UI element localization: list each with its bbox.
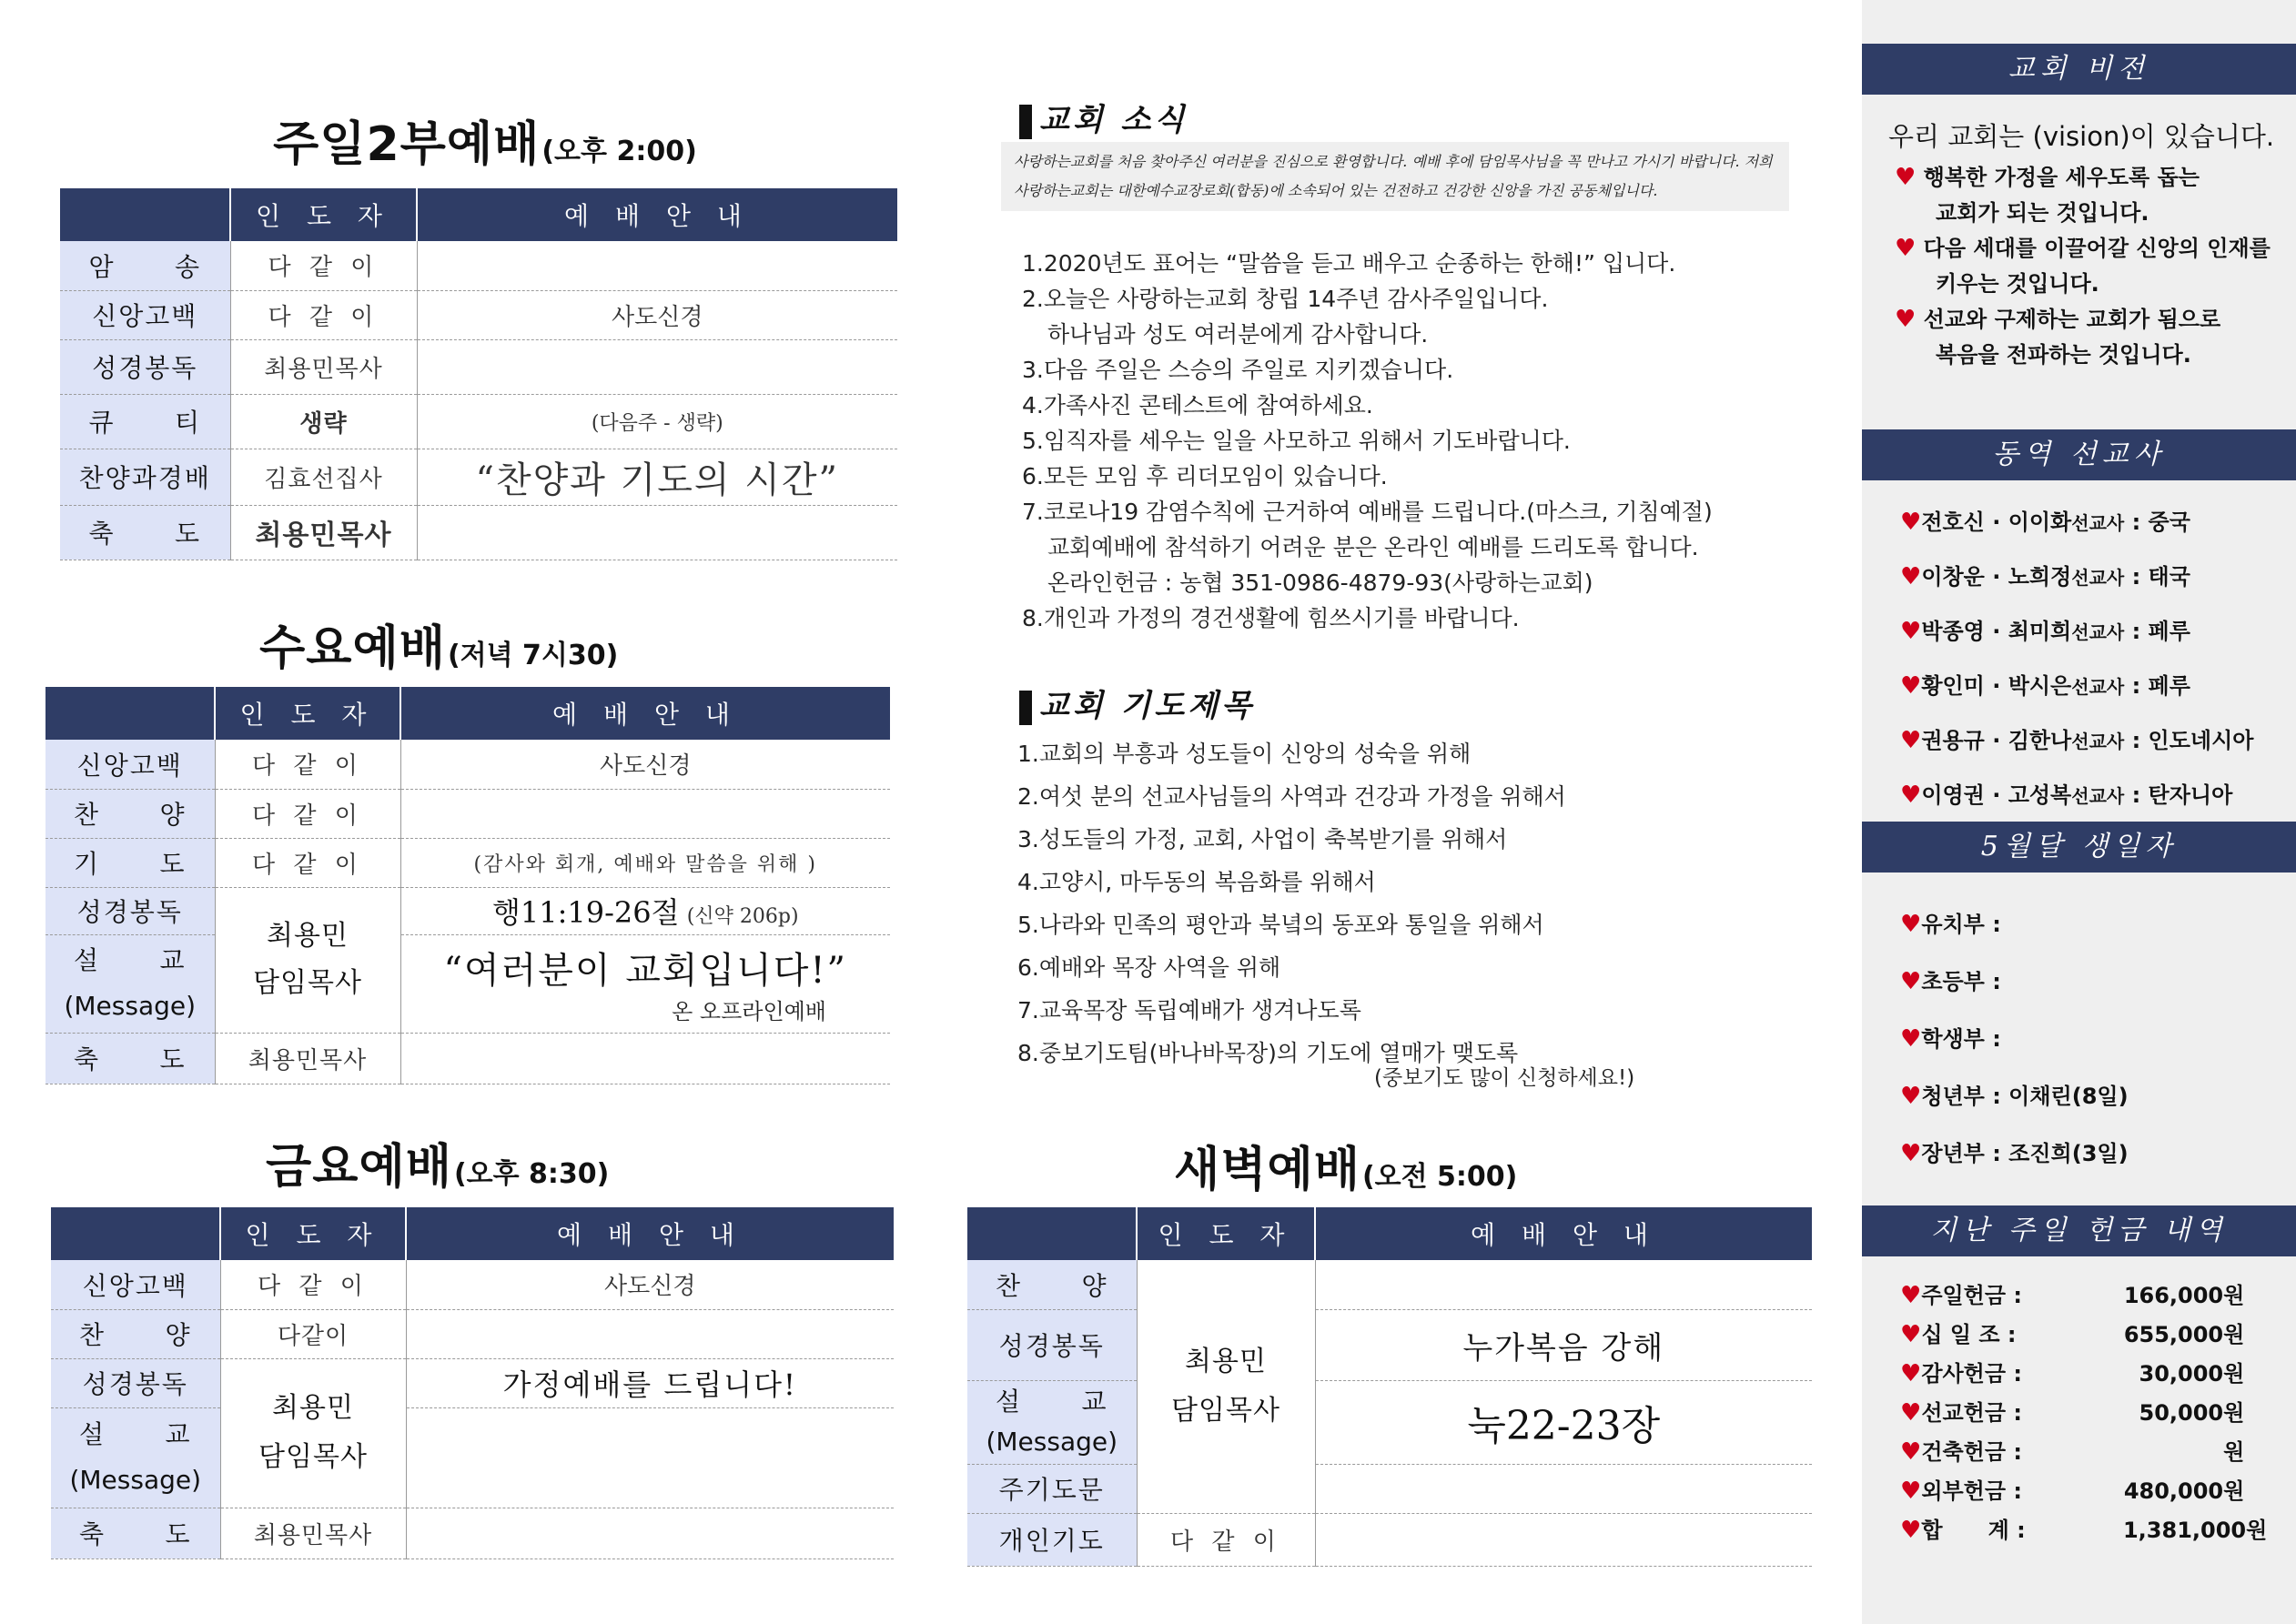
list-item: 4.가족사진 콘테스트에 참여하세요. [1022, 392, 1373, 419]
heart-icon: ♥ [1900, 1025, 1922, 1053]
welcome-intro: 사랑하는교회를 처음 찾아주신 여러분을 진심으로 환영합니다. 예배 후에 담임목사님을 꼭 만나고 가시기 바랍니다. 저희 사랑하는교회는 대한예수교장로회(합동)에 소속되어 있는 건전하고 건강한 신앙을 가진 공동체입니다. [1001, 142, 1789, 211]
heading-bar-icon [1019, 691, 1032, 725]
list-item: ♥이창운 · 노희정선교사 : 태국 [1900, 563, 2190, 590]
table-row [60, 394, 897, 449]
wednesday-service-table [46, 687, 890, 1084]
message-label: (Message) [69, 1465, 202, 1495]
leader-title: 담임목사 [1171, 1394, 1280, 1427]
sermon-title: “여러분이 교회입니다!” [443, 950, 847, 992]
row-leader: 다 같 이 [220, 1260, 406, 1309]
row-plan [406, 1407, 894, 1508]
list-item: 온라인헌금 : 농협 351-0986-4879-93(사랑하는교회) [1047, 570, 1593, 596]
row-label: 찬 양 [46, 789, 215, 838]
vision-heading: 교회 비전 [1862, 44, 2296, 95]
news-heading: 교회 소식 [1019, 95, 1188, 139]
table-row [46, 789, 890, 838]
heart-icon: ♥ [1900, 1360, 1922, 1387]
sunday-service-table [60, 188, 897, 560]
row-leader: 최용민목사 [220, 1508, 406, 1558]
row-plan [1315, 1464, 1812, 1513]
row-leader: 다같이 [220, 1309, 406, 1358]
row-plan [400, 887, 890, 934]
header-leader: 인 도 자 [230, 188, 417, 241]
offering-heading: 지난 주일 헌금 내역 [1862, 1205, 2296, 1256]
header-blank [51, 1207, 220, 1260]
list-item: ♥외부헌금 : 480,000원 [1900, 1478, 2245, 1505]
heart-icon: ♥ [1900, 509, 1922, 536]
row-plan: 사도신경 [406, 1260, 894, 1309]
table-row [46, 1033, 890, 1084]
list-item: 교회예배에 참석하기 어려운 분은 온라인 예배를 드리도록 합니다. [1047, 534, 1699, 560]
heart-icon: ♥ [1900, 563, 1922, 590]
row-plan [417, 505, 897, 560]
row-label: 찬양과경배 [60, 449, 230, 505]
row-label: 축 도 [51, 1508, 220, 1558]
row-leader: 최용민목사 [215, 1033, 400, 1084]
list-item: ♥권용규 · 김한나선교사 : 인도네시아 [1900, 727, 2254, 754]
sunday-service-title: 주일2부예배(오후 2:00) [273, 117, 697, 172]
table-row [60, 505, 897, 560]
list-item: 8.중보기도팀(바나바목장)의 기도에 열매가 맺도록 [1017, 1040, 1519, 1066]
row-plan [400, 1033, 890, 1084]
row-plan [406, 1309, 894, 1358]
list-item: ♥박종영 · 최미희선교사 : 페루 [1900, 618, 2190, 645]
list-item: ♥선교헌금 : 50,000원 [1900, 1399, 2245, 1427]
row-plan [400, 789, 890, 838]
row-leader: 다 같 이 [215, 838, 400, 887]
row-label: 축 도 [46, 1033, 215, 1084]
row-leader: 다 같 이 [215, 740, 400, 789]
header-blank [60, 188, 230, 241]
header-blank [967, 1207, 1137, 1260]
sermon-label: 설 교 [79, 1419, 192, 1449]
list-item: ♥장년부 : 조진희(3일) [1900, 1140, 2129, 1167]
table-row [60, 290, 897, 339]
row-label [51, 1407, 220, 1508]
leader-cell [215, 887, 400, 1033]
table-row [967, 1260, 1812, 1309]
birthdays-list [1900, 896, 2129, 1183]
header-leader: 인 도 자 [220, 1207, 406, 1260]
row-leader: 다 같 이 [230, 290, 417, 339]
prayer-list [1017, 732, 1566, 1074]
row-label: 축 도 [60, 505, 230, 560]
heart-icon: ♥ [1900, 1517, 1922, 1544]
row-label: 큐 티 [60, 394, 230, 449]
list-item-continued: 키우는 것입니다. [1936, 271, 2099, 297]
list-item: ♥황인미 · 박시은선교사 : 페루 [1900, 672, 2190, 700]
row-leader: 김효선집사 [230, 449, 417, 505]
row-leader: 다 같 이 [1137, 1513, 1315, 1566]
header-plan: 예 배 안 내 [406, 1207, 894, 1260]
list-item-continued: 복음을 전파하는 것입니다. [1936, 342, 2191, 368]
table-row [967, 1513, 1812, 1566]
row-label [967, 1380, 1137, 1464]
friday-service-table [51, 1207, 894, 1559]
leader-name: 최용민 [272, 1392, 354, 1424]
list-item: 3.다음 주일은 스승의 주일로 지키겠습니다. [1022, 357, 1454, 383]
header-plan: 예 배 안 내 [417, 188, 897, 241]
table-row [967, 1380, 1812, 1464]
leader-title: 담임목사 [253, 967, 362, 999]
list-item: 1.2020년도 표어는 “말씀을 듣고 배우고 순종하는 한해!” 입니다. [1022, 250, 1676, 277]
row-label: 신앙고백 [46, 740, 215, 789]
dawn-service-title: 새벽예배(오전 5:00) [1174, 1143, 1518, 1197]
row-plan: “찬양과 기도의 시간” [417, 449, 897, 505]
leader-name: 최용민 [1185, 1345, 1267, 1377]
table-row [60, 339, 897, 394]
row-plan: 사도신경 [400, 740, 890, 789]
list-item: 6.예배와 목장 사역을 위해 [1017, 954, 1281, 981]
row-leader: 최용민목사 [230, 339, 417, 394]
list-item: 2.여섯 분의 선교사님들의 사역과 건강과 가정을 위해서 [1017, 783, 1566, 810]
list-item: 7.교육목장 독립예배가 생겨나도록 [1017, 997, 1361, 1024]
scripture-reference: 행11:19-26절 [491, 895, 680, 930]
row-label: 성경봉독 [60, 339, 230, 394]
row-label: 성경봉독 [51, 1358, 220, 1407]
table-row [51, 1508, 894, 1558]
row-plan: 가정예배를 드립니다! [406, 1358, 894, 1407]
header-leader: 인 도 자 [215, 687, 400, 740]
row-label: 신앙고백 [51, 1260, 220, 1309]
list-item: ♥감사헌금 : 30,000원 [1900, 1360, 2245, 1387]
row-plan [1315, 1260, 1812, 1309]
leader-title: 담임목사 [258, 1441, 368, 1473]
list-item: ♥ 선교와 구제하는 교회가 됨으로 [1895, 306, 2221, 333]
dawn-service-table [967, 1207, 1812, 1567]
list-item: ♥이영권 · 고성복선교사 : 탄자니아 [1900, 782, 2233, 809]
scripture-page: (신약 206p) [686, 905, 799, 928]
news-list [1022, 246, 1713, 636]
friday-service-title: 금요예배(오후 8:30) [266, 1140, 610, 1195]
list-item: 4.고양시, 마두동의 복음화를 위해서 [1017, 869, 1376, 895]
table-row [51, 1260, 894, 1309]
heart-icon: ♥ [1900, 1478, 1922, 1505]
message-label: (Message) [986, 1427, 1118, 1457]
header-leader: 인 도 자 [1137, 1207, 1315, 1260]
table-row [967, 1309, 1812, 1380]
heart-icon: ♥ [1900, 1399, 1922, 1427]
table-row [46, 838, 890, 887]
row-leader: 최용민목사 [230, 505, 417, 560]
list-item: ♥학생부 : [1900, 1025, 2001, 1053]
row-plan: 눅22-23장 [1315, 1380, 1812, 1464]
header-plan: 예 배 안 내 [400, 687, 890, 740]
heart-icon: ♥ [1900, 782, 1922, 809]
row-label: 개인기도 [967, 1513, 1137, 1566]
heart-icon: ♥ [1900, 1282, 1922, 1309]
sermon-label: 설 교 [74, 945, 187, 975]
heart-icon: ♥ [1900, 727, 1922, 754]
row-label: 성경봉독 [46, 887, 215, 934]
row-plan [417, 241, 897, 290]
list-item: ♥전호신 · 이이화선교사 : 중국 [1900, 509, 2190, 536]
list-item: 2.오늘은 사랑하는교회 창립 14주년 감사주일입니다. [1022, 286, 1549, 312]
row-leader: 다 같 이 [230, 241, 417, 290]
list-item: ♥십 일 조 : 655,000원 [1900, 1321, 2245, 1348]
list-item: ♥ 행복한 가정을 세우도록 돕는 [1895, 164, 2200, 191]
list-item: 하나님과 성도 여러분에게 감사합니다. [1047, 321, 1429, 348]
list-item: ♥ 다음 세대를 이끌어갈 신앙의 인재를 [1895, 235, 2271, 262]
leader-cell [1137, 1260, 1315, 1513]
vision-list [1895, 160, 2271, 373]
missionaries-heading: 동역 선교사 [1862, 429, 2296, 480]
row-plan: (다음주 - 생략) [417, 394, 897, 449]
heart-icon: ♥ [1900, 1083, 1922, 1110]
table-row [51, 1407, 894, 1508]
row-label: 암 송 [60, 241, 230, 290]
table-row [967, 1464, 1812, 1513]
list-item: ♥초등부 : [1900, 968, 2001, 995]
leader-name: 최용민 [267, 920, 349, 952]
table-row [60, 241, 897, 290]
row-label: 성경봉독 [967, 1309, 1137, 1380]
heart-icon: ♥ [1900, 618, 1922, 645]
list-item-continued: 교회가 되는 것입니다. [1936, 200, 2149, 226]
offering-list [1900, 1276, 2267, 1550]
row-label: 주기도문 [967, 1464, 1137, 1513]
row-leader: 다 같 이 [215, 789, 400, 838]
header-plan: 예 배 안 내 [1315, 1207, 1812, 1260]
worship-mode: 온 오프라인예배 [672, 999, 826, 1024]
list-item: 5.임직자를 세우는 일을 사모하고 위해서 기도바랍니다. [1022, 428, 1571, 454]
heading-bar-icon [1019, 105, 1032, 139]
leader-cell [220, 1358, 406, 1508]
table-row [51, 1309, 894, 1358]
row-plan: (감사와 회개, 예배와 말씀을 위해 ) [400, 838, 890, 887]
row-leader: 생략 [230, 394, 417, 449]
list-item: ♥합 계 : 1,381,000원 [1900, 1517, 2268, 1544]
heart-icon: ♥ [1900, 1321, 1922, 1348]
row-plan [406, 1508, 894, 1558]
prayer-note: (중보기도 많이 신청하세요!) [1374, 1066, 1635, 1090]
row-label: 기 도 [46, 838, 215, 887]
row-plan [400, 934, 890, 1033]
heart-icon: ♥ [1895, 164, 1917, 191]
heart-icon: ♥ [1895, 235, 1917, 262]
list-item: ♥건축헌금 : 원 [1900, 1438, 2245, 1466]
row-label: 신앙고백 [60, 290, 230, 339]
row-plan: 누가복음 강해 [1315, 1309, 1812, 1380]
wednesday-service-title: 수요예배(저녁 7시30) [259, 621, 619, 676]
heart-icon: ♥ [1900, 1140, 1922, 1167]
list-item: 6.모든 모임 후 리더모임이 있습니다. [1022, 463, 1388, 489]
message-label: (Message) [64, 991, 197, 1021]
birthdays-heading: 5월달 생일자 [1862, 822, 2296, 873]
row-label: 찬 양 [51, 1309, 220, 1358]
list-item: 1.교회의 부흥과 성도들이 신앙의 성숙을 위해 [1017, 741, 1472, 767]
list-item: 7.코로나19 감염수칙에 근거하여 예배를 드립니다.(마스크, 기침예절) [1022, 499, 1713, 525]
heart-icon: ♥ [1900, 968, 1922, 995]
table-row [46, 934, 890, 1033]
vision-lead: 우리 교회는 (vision)이 있습니다. [1888, 121, 2275, 152]
sermon-label: 설 교 [996, 1387, 1108, 1417]
list-item: ♥주일헌금 : 166,000원 [1900, 1282, 2245, 1309]
row-plan [1315, 1513, 1812, 1566]
row-plan [417, 339, 897, 394]
heart-icon: ♥ [1900, 672, 1922, 700]
table-row [60, 449, 897, 505]
missionaries-list [1900, 496, 2253, 823]
table-row [51, 1358, 894, 1407]
table-row [46, 887, 890, 934]
list-item: 8.개인과 가정의 경건생활에 힘쓰시기를 바랍니다. [1022, 605, 1520, 631]
row-label: 찬 양 [967, 1260, 1137, 1309]
table-row [46, 740, 890, 789]
row-label [46, 934, 215, 1033]
list-item: 5.나라와 민족의 평안과 북녘의 동포와 통일을 위해서 [1017, 912, 1544, 938]
list-item: ♥유치부 : [1900, 911, 2001, 938]
heart-icon: ♥ [1895, 306, 1917, 333]
heart-icon: ♥ [1900, 911, 1922, 938]
heart-icon: ♥ [1900, 1438, 1922, 1466]
header-blank [46, 687, 215, 740]
row-plan: 사도신경 [417, 290, 897, 339]
list-item: 3.성도들의 가정, 교회, 사업이 축복받기를 위해서 [1017, 826, 1508, 852]
list-item: ♥청년부 : 이채린(8일) [1900, 1083, 2129, 1110]
prayer-heading: 교회 기도제목 [1019, 681, 1255, 725]
